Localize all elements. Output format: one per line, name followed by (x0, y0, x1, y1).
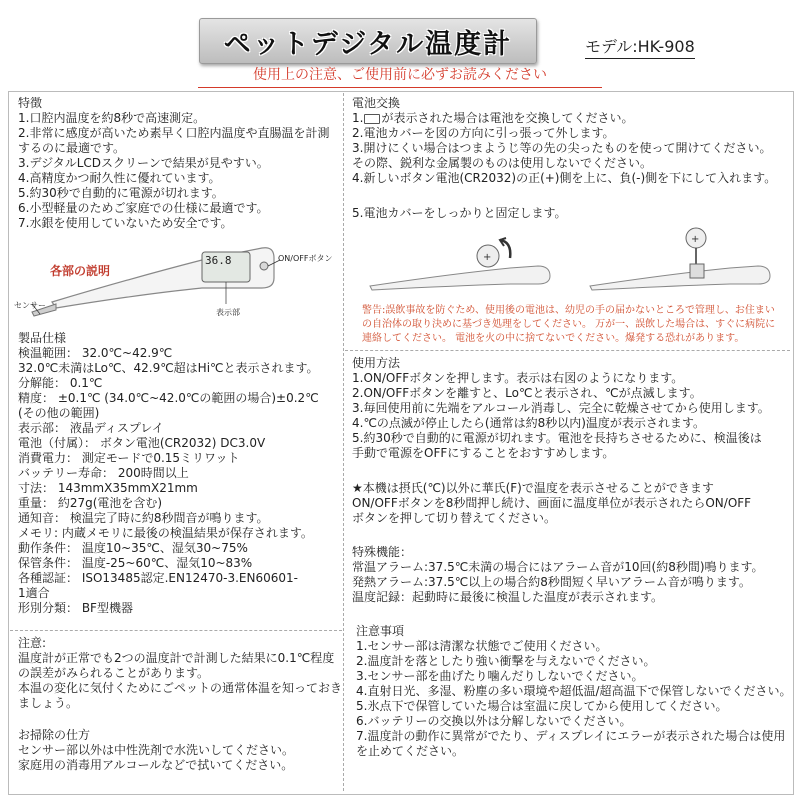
on-off-label: ON/OFFボタン (278, 254, 333, 263)
precaution-line: 3.センサー部を曲げたり噛んだりしないでください。 (356, 669, 644, 683)
caution-section (18, 636, 342, 711)
feature-line: 1.口腔内温度を約8秒で高速測定。 (18, 111, 206, 125)
spec-line: 検温範囲： 32.0℃~42.9℃ (18, 346, 173, 360)
feature-line: 5.約30秒で自動的に電源が切れます。 (18, 186, 224, 200)
spec-line: 精度： ±0.1℃ (34.0℃~42.0℃の範囲の場合)±0.2℃ (18, 391, 319, 405)
usage-line: 4.℃の点滅が停止したら(通常は約8秒以内)温度が表示されます。 (352, 416, 705, 430)
battery-line: 3.開けにくい場合はつまようじ等の先の尖ったものを使って開けてください。 (352, 141, 772, 155)
battery-line: 4.新しいボタン電池(CR2032)の正(+)側を上に、負(-)側を下にして入れます。 (352, 171, 777, 185)
column-divider (343, 93, 344, 791)
spec-line: 保管条件： 温度-25~60℃、湿気10~83% (18, 556, 253, 570)
spec-line: 表示部： 液晶ディスプレイ (18, 421, 164, 435)
svg-text:+: + (691, 234, 700, 245)
feature-line: 6.小型軽量のためご家庭での仕様に最適です。 (18, 201, 269, 215)
section-divider (345, 350, 790, 351)
feature-line: するのに最適です。 (18, 141, 126, 155)
special-line: 温度記録：起動時に最後に検温した温度が表示されます。 (352, 590, 664, 604)
feature-line: 3.デジタルLCDスクリーンで結果が見やすい。 (18, 156, 269, 170)
spec-line: メモリ: 内蔵メモリに最後の検温結果が保存されます。 (18, 526, 313, 540)
spec-line: 消費電力： 測定モードで0.15ミリワット (18, 451, 240, 465)
caution-line: 本温の変化に気付くためにごペットの通常体温を知っておき (18, 681, 343, 695)
precaution-line: 6.バッテリーの交換以外は分解しないでください。 (356, 714, 632, 728)
feature-line: 2.非常に感度が高いため素早く口腔内温度や直腸温を計測 (18, 126, 330, 140)
spec-line: 形別分類： BF型機器 (18, 601, 133, 615)
spec-line: 分解能： 0.1℃ (18, 376, 103, 390)
special-line: 発熱アラーム:37.5℃以上の場合約8秒間短く早いアラーム音が鳴ります。 (352, 575, 751, 589)
usage-line: 2.ON/OFFボタンを離すと、Lo℃と表示され、℃が点滅します。 (352, 386, 702, 400)
cleaning-section (18, 728, 294, 773)
battery-line: その際、鋭利な金属製のものは使用しないでください。 (352, 156, 653, 170)
caution-line: 温度計が正常でも2つの温度計で計測した結果に0.1℃程度 (18, 651, 335, 665)
page-title: ペットデジタル温度計 (223, 28, 513, 60)
precaution-line: 5.氷点下で保管していた場合は室温に戻してから使用してください。 (356, 699, 728, 713)
title-banner (199, 18, 537, 64)
cleaning-line: センサー部以外は中性洗剤で水洗いしてください。 (18, 743, 295, 757)
usage-title: 使用方法 (352, 356, 401, 370)
thermometer-open-cover (370, 238, 550, 290)
cleaning-title: お掃除の仕方 (18, 728, 91, 742)
spec-line: 電池（付属）： ボタン電池(CR2032) DC3.0V (18, 436, 266, 450)
thermometer-diagram (12, 230, 342, 325)
usage-line: 手動で電源をOFFにすることをおすすめします。 (352, 446, 615, 460)
feature-line: 7.水銀を使用していないため安全です。 (18, 216, 233, 230)
battery-section (352, 96, 776, 186)
battery-line: 2.電池カバーを図の方向に引っ張って外します。 (352, 126, 615, 140)
spec-line: 1適合 (18, 586, 50, 600)
note-line: ON/OFFボタンを8秒間押し続け、画面に温度単位が表示されたらON/OFF (352, 496, 752, 510)
precaution-line: を止めてください。 (356, 744, 465, 758)
usage-section (352, 356, 770, 461)
spec-line: 動作条件： 温度10~35℃、湿気30~75% (18, 541, 248, 555)
precautions-title: 注意事項 (356, 624, 405, 638)
battery-replacement-illustration (360, 222, 780, 298)
sensor-label: センサー (14, 301, 46, 310)
special-line: 常温アラーム:37.5℃未満の場合にはアラーム音が10回(約8秒間)鳴ります。 (352, 560, 764, 574)
on-off-button-shape (260, 262, 268, 270)
spec-line: 32.0℃未満はLo℃、42.9℃超はHi℃と表示されます。 (18, 361, 319, 375)
special-title: 特殊機能： (352, 545, 413, 559)
usage-line: 1.ON/OFFボタンを押します。表示は右図のようになります。 (352, 371, 684, 385)
spec-line: 重量： 約27g(電池を含む) (18, 496, 163, 510)
feature-line: 4.高精度かつ耐久性に優れています。 (18, 171, 221, 185)
caution-title: 注意: (18, 636, 47, 650)
features-title: 特徴 (18, 96, 43, 110)
battery-line: 5.電池カバーをしっかりと固定します。 (352, 206, 567, 220)
caution-line: の誤差がみられることがあります。 (18, 666, 210, 680)
note-line: ★本機は摂氏(℃)以外に華氏(F)で温度を表示させることができます (352, 481, 714, 495)
usage-notice: 使用上の注意、ご使用前に必ずお読みください (198, 64, 602, 88)
precaution-line: 1.センサー部は清潔な状態でご使用ください。 (356, 639, 608, 653)
spec-line: バッテリー寿命： 200時間以上 (18, 466, 189, 480)
specs-title: 製品仕様 (18, 331, 67, 345)
note-line: ボタンを押して切り替えてください。 (352, 511, 557, 525)
precaution-line: 2.温度計を落としたり強い衝撃を与えないでください。 (356, 654, 656, 668)
usage-line: 3.毎回使用前に先端をアルコール消毒し、完全に乾燥させてから使用します。 (352, 401, 770, 415)
precautions-section (356, 624, 792, 759)
display-label: 表示部 (216, 308, 240, 317)
low-battery-icon (364, 114, 380, 124)
caution-line: ましょう。 (18, 696, 79, 710)
spec-line: 寸法： 143mmX35mmX21mm (18, 481, 198, 495)
lcd-reading: 36.8 (205, 254, 232, 267)
spec-line: 各種認証： ISO13485認定.EN12470-3.EN60601- (18, 571, 298, 585)
special-functions-section (352, 545, 764, 605)
svg-text:+: + (483, 252, 492, 263)
precaution-line: 4.直射日光、多湿、粉塵の多い環境や超低温/超高温下で保管しないでください。 (356, 684, 792, 698)
section-divider (10, 630, 342, 631)
spec-line: (その他の範囲) (18, 406, 100, 420)
battery-line: 1. が表示された場合は電池を交換してください。 (352, 111, 634, 125)
precaution-line: 7.温度計の動作に異常がでたり、ディスプレイにエラーが表示された場合は使用 (356, 729, 786, 743)
model-number: モデル:HK-908 (585, 34, 695, 59)
features-section (18, 96, 329, 231)
spec-line: 通知音： 検温完了時に約8秒間音が鳴ります。 (18, 511, 269, 525)
parts-diagram-title: 各部の説明 (50, 264, 111, 278)
thermometer-closed-cover (590, 228, 770, 290)
fahrenheit-note (352, 481, 751, 526)
cleaning-line: 家庭用の消毒用アルコールなどで拭いてください。 (18, 758, 294, 772)
usage-line: 5.約30秒で自動的に電源が切れます。電池を長持ちさせるために、検温後は (352, 431, 762, 445)
specs-section (18, 331, 319, 616)
battery-warning: 警告:誤飲事故を防ぐため、使用後の電池は、幼児の手の届かないところで管理し、お住まいの自治体の取り決めに基づき処理をしてください。 万が一、誤飲した場合は、すぐに病院に連絡してください。 電池を火の中に捨てないでください。爆発する恐れがあります。 (362, 305, 776, 344)
battery-title: 電池交換 (352, 96, 401, 110)
